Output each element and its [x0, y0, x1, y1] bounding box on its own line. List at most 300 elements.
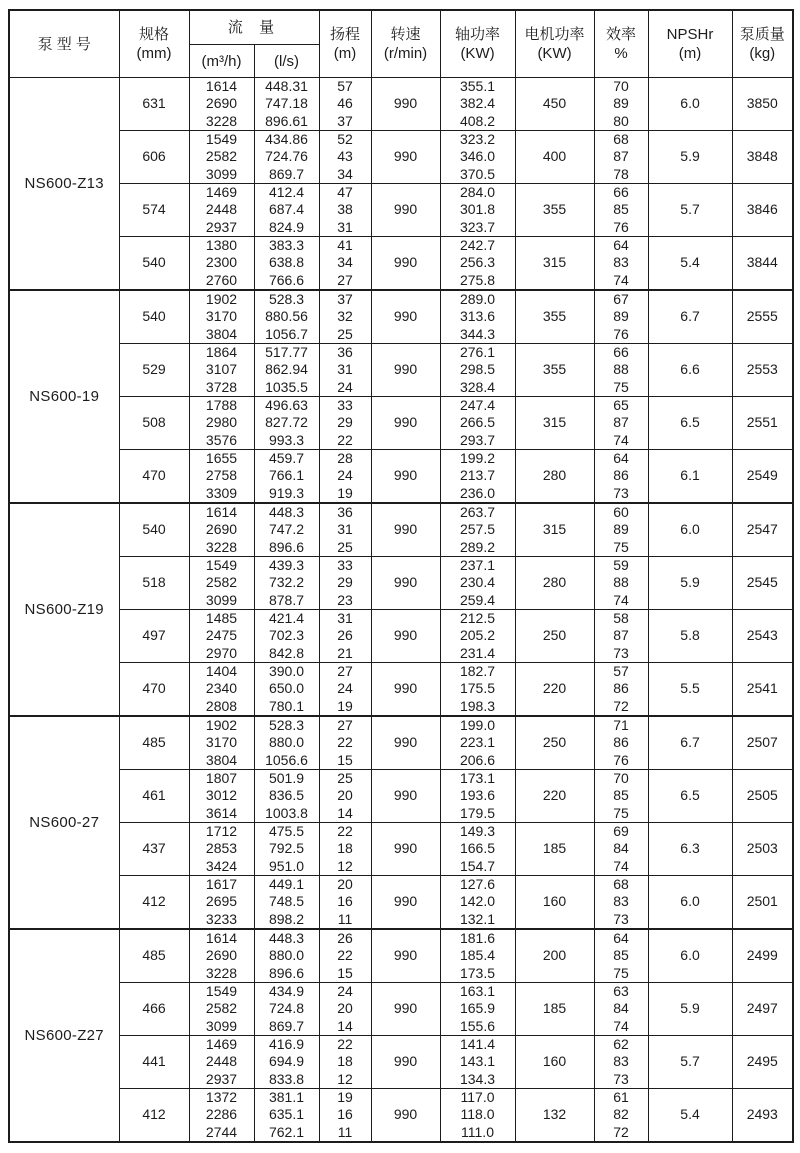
head-cell	[319, 184, 371, 237]
flow-ls-cell	[254, 290, 319, 344]
value-line: 86	[613, 467, 629, 484]
flow-ls-cell	[254, 823, 319, 876]
table-row	[9, 876, 793, 930]
value-line: 3309	[205, 484, 238, 501]
value-line: 179.5	[459, 804, 496, 821]
pump-mass-cell: 2549	[732, 450, 793, 504]
value-line: 1788	[205, 397, 238, 414]
value-line: 635.1	[268, 1106, 305, 1123]
value-line: 34	[337, 254, 353, 271]
npshr-cell: 6.0	[648, 78, 732, 131]
value-line: 880.56	[265, 308, 308, 325]
efficiency-cell	[594, 663, 648, 717]
npshr-cell: 6.7	[648, 716, 732, 770]
value-line: 127.6	[459, 876, 496, 893]
value-line: 24	[337, 680, 353, 697]
value-line: 68	[613, 876, 629, 893]
value-line: 1549	[205, 983, 238, 1000]
flow-ls-cell	[254, 237, 319, 291]
value-line: 87	[613, 414, 629, 431]
value-line: 34	[337, 165, 353, 182]
value-line: 43	[337, 148, 353, 165]
shaft-power-cell	[440, 929, 515, 983]
table-row	[9, 131, 793, 184]
value-line: 2937	[205, 218, 238, 235]
flow-ls-cell	[254, 770, 319, 823]
value-line: 1902	[205, 291, 238, 308]
value-line: 85	[613, 787, 629, 804]
motor-power-cell: 315	[515, 397, 594, 450]
value-line: 29	[337, 574, 353, 591]
value-line: 1372	[205, 1089, 238, 1106]
motor-power-cell: 450	[515, 78, 594, 131]
value-line: 66	[613, 344, 629, 361]
shaft-power-cell	[440, 184, 515, 237]
table-row	[9, 1089, 793, 1143]
flow-m3h-cell	[189, 770, 254, 823]
value-line: 230.4	[459, 574, 496, 591]
value-line: 15	[337, 751, 353, 768]
pump-mass-cell: 2555	[732, 290, 793, 344]
table-row	[9, 716, 793, 770]
value-line: 257.5	[459, 521, 496, 538]
spec-cell: 540	[119, 503, 189, 557]
value-line: 142.0	[459, 893, 496, 910]
value-line: 70	[613, 78, 629, 95]
flow-ls-cell	[254, 876, 319, 930]
speed-cell: 990	[371, 929, 440, 983]
value-line: 20	[337, 1000, 353, 1017]
value-line: 19	[337, 697, 353, 714]
value-line: 3233	[205, 910, 238, 927]
pump-model-cell: NS600-27	[9, 716, 119, 929]
npshr-cell: 5.4	[648, 237, 732, 291]
value-line: 64	[613, 237, 629, 254]
value-line: 86	[613, 680, 629, 697]
value-line: 111.0	[461, 1123, 494, 1140]
shaft-power-cell	[440, 610, 515, 663]
flow-m3h-cell	[189, 983, 254, 1036]
head-cell	[319, 929, 371, 983]
value-line: 134.3	[459, 1070, 496, 1087]
value-line: 475.5	[268, 823, 305, 840]
value-line: 12	[337, 1070, 353, 1087]
shaft-power-cell	[440, 237, 515, 291]
value-line: 155.6	[459, 1017, 496, 1034]
value-line: 3804	[205, 751, 238, 768]
value-line: 2760	[205, 271, 238, 288]
value-line: 25	[337, 538, 353, 555]
value-line: 199.0	[459, 717, 496, 734]
value-line: 61	[613, 1089, 629, 1106]
flow-m3h-cell	[189, 663, 254, 717]
value-line: 85	[613, 201, 629, 218]
value-line: 1035.5	[265, 378, 308, 395]
header-flow: 流 量	[189, 10, 319, 45]
value-line: 2808	[205, 697, 238, 714]
value-line: 28	[337, 450, 353, 467]
pump-mass-cell: 2499	[732, 929, 793, 983]
table-header	[9, 10, 793, 78]
value-line: 58	[613, 610, 629, 627]
value-line: 880.0	[268, 947, 305, 964]
spec-cell: 540	[119, 237, 189, 291]
value-line: 74	[613, 857, 629, 874]
value-line: 1807	[205, 770, 238, 787]
value-line: 2582	[205, 574, 238, 591]
value-line: 323.7	[459, 218, 496, 235]
value-line: 199.2	[459, 450, 496, 467]
value-line: 62	[613, 1036, 629, 1053]
value-line: 434.9	[268, 983, 305, 1000]
speed-cell: 990	[371, 610, 440, 663]
value-line: 382.4	[459, 95, 496, 112]
value-line: 132.1	[459, 910, 496, 927]
value-line: 448.3	[268, 504, 305, 521]
value-line: 459.7	[268, 450, 305, 467]
value-line: 60	[613, 504, 629, 521]
value-line: 89	[613, 521, 629, 538]
value-line: 1712	[205, 823, 238, 840]
value-line: 31	[337, 521, 353, 538]
pump-model-cell: NS600-Z19	[9, 503, 119, 716]
value-line: 724.76	[265, 148, 308, 165]
table-row	[9, 503, 793, 557]
value-line: 2744	[205, 1123, 238, 1140]
pump-mass-cell: 2493	[732, 1089, 793, 1143]
head-cell	[319, 290, 371, 344]
value-line: 223.1	[459, 734, 496, 751]
value-line: 18	[337, 1053, 353, 1070]
value-line: 2448	[205, 1053, 238, 1070]
npshr-cell: 5.5	[648, 663, 732, 717]
value-line: 14	[337, 1017, 353, 1034]
value-line: 1003.8	[265, 804, 308, 821]
value-line: 293.7	[459, 431, 496, 448]
npshr-cell: 6.7	[648, 290, 732, 344]
spec-cell: 470	[119, 450, 189, 504]
table-row	[9, 450, 793, 504]
value-line: 2300	[205, 254, 238, 271]
value-line: 63	[613, 983, 629, 1000]
value-line: 780.1	[268, 697, 305, 714]
value-line: 434.86	[265, 131, 308, 148]
pump-mass-cell: 3850	[732, 78, 793, 131]
flow-m3h-cell	[189, 610, 254, 663]
speed-cell: 990	[371, 876, 440, 930]
value-line: 439.3	[268, 557, 305, 574]
value-line: 1469	[205, 1036, 238, 1053]
value-line: 2582	[205, 1000, 238, 1017]
value-line: 31	[337, 610, 353, 627]
head-cell	[319, 78, 371, 131]
value-line: 59	[613, 557, 629, 574]
table-row	[9, 1036, 793, 1089]
speed-cell: 990	[371, 557, 440, 610]
shaft-power-cell	[440, 716, 515, 770]
value-line: 650.0	[268, 680, 305, 697]
flow-ls-cell	[254, 663, 319, 717]
value-line: 165.9	[459, 1000, 496, 1017]
spec-cell: 466	[119, 983, 189, 1036]
value-line: 78	[613, 165, 629, 182]
value-line: 3728	[205, 378, 238, 395]
value-line: 20	[337, 787, 353, 804]
value-line: 213.7	[459, 467, 496, 484]
value-line: 951.0	[268, 857, 305, 874]
value-line: 25	[337, 770, 353, 787]
value-line: 276.1	[459, 344, 496, 361]
speed-cell: 990	[371, 344, 440, 397]
efficiency-cell	[594, 557, 648, 610]
value-line: 289.2	[459, 538, 496, 555]
value-line: 80	[613, 112, 629, 129]
efficiency-cell	[594, 983, 648, 1036]
spec-cell: 437	[119, 823, 189, 876]
value-line: 72	[613, 1123, 629, 1140]
npshr-cell: 6.1	[648, 450, 732, 504]
value-line: 185.4	[459, 947, 496, 964]
value-line: 19	[337, 484, 353, 501]
table-row	[9, 557, 793, 610]
value-line: 154.7	[459, 857, 496, 874]
spec-cell: 470	[119, 663, 189, 717]
speed-cell: 990	[371, 983, 440, 1036]
pump-model-cell: NS600-Z13	[9, 78, 119, 291]
pump-model-cell: NS600-Z27	[9, 929, 119, 1142]
pump-model-cell: NS600-19	[9, 290, 119, 503]
header-motor-power: 电机功率 (KW)	[515, 10, 594, 78]
value-line: 3170	[205, 734, 238, 751]
flow-ls-cell	[254, 131, 319, 184]
flow-ls-cell	[254, 983, 319, 1036]
value-line: 87	[613, 627, 629, 644]
value-line: 3170	[205, 308, 238, 325]
flow-ls-cell	[254, 610, 319, 663]
npshr-cell: 6.0	[648, 503, 732, 557]
speed-cell: 990	[371, 78, 440, 131]
value-line: 74	[613, 431, 629, 448]
header-spec: 规格 (mm)	[119, 10, 189, 78]
value-line: 83	[613, 893, 629, 910]
value-line: 65	[613, 397, 629, 414]
value-line: 76	[613, 325, 629, 342]
spec-cell: 497	[119, 610, 189, 663]
header-shaft-power: 轴功率 (KW)	[440, 10, 515, 78]
value-line: 74	[613, 271, 629, 288]
value-line: 824.9	[268, 218, 305, 235]
value-line: 3228	[205, 538, 238, 555]
value-line: 73	[613, 644, 629, 661]
speed-cell: 990	[371, 1036, 440, 1089]
value-line: 993.3	[268, 431, 305, 448]
pump-mass-cell: 2545	[732, 557, 793, 610]
speed-cell: 990	[371, 290, 440, 344]
spec-cell: 461	[119, 770, 189, 823]
value-line: 72	[613, 697, 629, 714]
efficiency-cell	[594, 770, 648, 823]
value-line: 38	[337, 201, 353, 218]
value-line: 3228	[205, 964, 238, 981]
head-cell	[319, 237, 371, 291]
value-line: 173.5	[459, 964, 496, 981]
pump-mass-cell: 2507	[732, 716, 793, 770]
value-line: 836.5	[268, 787, 305, 804]
motor-power-cell: 160	[515, 1036, 594, 1089]
value-line: 748.5	[268, 893, 305, 910]
value-line: 762.1	[268, 1123, 305, 1140]
npshr-cell: 5.4	[648, 1089, 732, 1143]
value-line: 33	[337, 397, 353, 414]
value-line: 236.0	[459, 484, 496, 501]
value-line: 1614	[205, 930, 238, 947]
value-line: 313.6	[459, 308, 496, 325]
value-line: 448.31	[265, 78, 308, 95]
header-head: 扬程 (m)	[319, 10, 371, 78]
header-pump-mass: 泵质量 (kg)	[732, 10, 793, 78]
efficiency-cell	[594, 237, 648, 291]
speed-cell: 990	[371, 450, 440, 504]
value-line: 263.7	[459, 504, 496, 521]
spec-cell: 412	[119, 876, 189, 930]
speed-cell: 990	[371, 716, 440, 770]
head-cell	[319, 503, 371, 557]
head-cell	[319, 716, 371, 770]
npshr-cell: 6.5	[648, 770, 732, 823]
value-line: 24	[337, 983, 353, 1000]
value-line: 89	[613, 95, 629, 112]
shaft-power-cell	[440, 983, 515, 1036]
value-line: 163.1	[459, 983, 496, 1000]
value-line: 1902	[205, 717, 238, 734]
value-line: 501.9	[268, 770, 305, 787]
value-line: 747.18	[265, 95, 308, 112]
flow-m3h-cell	[189, 131, 254, 184]
motor-power-cell: 280	[515, 450, 594, 504]
value-line: 1380	[205, 237, 238, 254]
value-line: 2690	[205, 521, 238, 538]
pump-mass-cell: 2505	[732, 770, 793, 823]
shaft-power-cell	[440, 503, 515, 557]
motor-power-cell: 315	[515, 237, 594, 291]
value-line: 1056.6	[265, 751, 308, 768]
value-line: 57	[337, 78, 353, 95]
value-line: 328.4	[459, 378, 496, 395]
value-line: 3012	[205, 787, 238, 804]
head-cell	[319, 450, 371, 504]
value-line: 687.4	[268, 201, 305, 218]
value-line: 242.7	[459, 237, 496, 254]
value-line: 86	[613, 734, 629, 751]
table-row	[9, 184, 793, 237]
value-line: 355.1	[459, 78, 496, 95]
shaft-power-cell	[440, 770, 515, 823]
value-line: 181.6	[459, 930, 496, 947]
efficiency-cell	[594, 716, 648, 770]
value-line: 3424	[205, 857, 238, 874]
value-line: 2758	[205, 467, 238, 484]
value-line: 412.4	[268, 184, 305, 201]
shaft-power-cell	[440, 78, 515, 131]
spec-cell: 485	[119, 929, 189, 983]
value-line: 36	[337, 504, 353, 521]
value-line: 2970	[205, 644, 238, 661]
shaft-power-cell	[440, 1036, 515, 1089]
speed-cell: 990	[371, 131, 440, 184]
value-line: 3576	[205, 431, 238, 448]
npshr-cell: 6.6	[648, 344, 732, 397]
header-flow-ls: (l/s)	[254, 45, 319, 78]
motor-power-cell: 250	[515, 716, 594, 770]
efficiency-cell	[594, 610, 648, 663]
spec-cell: 540	[119, 290, 189, 344]
value-line: 496.63	[265, 397, 308, 414]
head-cell	[319, 876, 371, 930]
npshr-cell: 6.5	[648, 397, 732, 450]
value-line: 896.6	[268, 538, 305, 555]
efficiency-cell	[594, 290, 648, 344]
value-line: 231.4	[459, 644, 496, 661]
value-line: 2853	[205, 840, 238, 857]
value-line: 416.9	[268, 1036, 305, 1053]
value-line: 31	[337, 218, 353, 235]
value-line: 27	[337, 663, 353, 680]
value-line: 11	[337, 910, 353, 927]
flow-m3h-cell	[189, 716, 254, 770]
flow-m3h-cell	[189, 397, 254, 450]
shaft-power-cell	[440, 1089, 515, 1143]
value-line: 83	[613, 254, 629, 271]
flow-ls-cell	[254, 78, 319, 131]
value-line: 46	[337, 95, 353, 112]
value-line: 22	[337, 431, 353, 448]
value-line: 3614	[205, 804, 238, 821]
value-line: 370.5	[459, 165, 496, 182]
value-line: 3099	[205, 591, 238, 608]
value-line: 1864	[205, 344, 238, 361]
npshr-cell: 5.9	[648, 557, 732, 610]
value-line: 421.4	[268, 610, 305, 627]
value-line: 3228	[205, 112, 238, 129]
value-line: 1469	[205, 184, 238, 201]
value-line: 3099	[205, 1017, 238, 1034]
value-line: 301.8	[459, 201, 496, 218]
value-line: 517.77	[265, 344, 308, 361]
pump-mass-cell: 3844	[732, 237, 793, 291]
value-line: 82	[613, 1106, 629, 1123]
value-line: 383.3	[268, 237, 305, 254]
value-line: 2980	[205, 414, 238, 431]
value-line: 24	[337, 378, 353, 395]
value-line: 118.0	[460, 1106, 495, 1123]
pump-mass-cell: 2551	[732, 397, 793, 450]
value-line: 75	[613, 964, 629, 981]
value-line: 766.1	[268, 467, 305, 484]
value-line: 32	[337, 308, 353, 325]
value-line: 88	[613, 361, 629, 378]
value-line: 919.3	[268, 484, 305, 501]
value-line: 27	[337, 271, 353, 288]
flow-m3h-cell	[189, 1089, 254, 1143]
shaft-power-cell	[440, 131, 515, 184]
flow-m3h-cell	[189, 184, 254, 237]
value-line: 638.8	[268, 254, 305, 271]
value-line: 19	[337, 1089, 353, 1106]
motor-power-cell: 200	[515, 929, 594, 983]
speed-cell: 990	[371, 237, 440, 291]
speed-cell: 990	[371, 1089, 440, 1143]
value-line: 22	[337, 947, 353, 964]
